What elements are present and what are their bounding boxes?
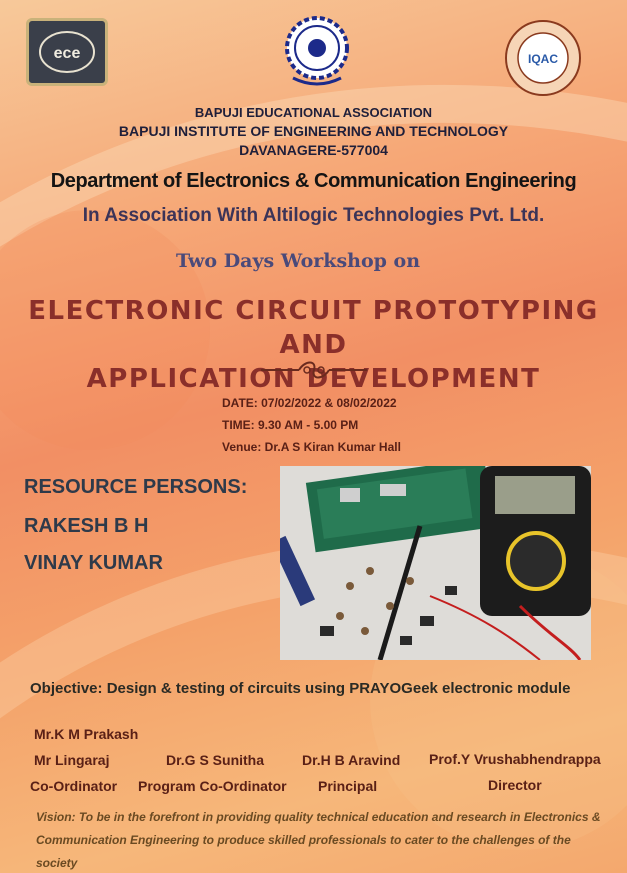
coordinator-name-1: Mr.K M Prakash — [34, 726, 139, 742]
department-name: Department of Electronics & Communication Engineering — [50, 170, 577, 192]
resource-person-1: RAKESH B H — [24, 515, 149, 537]
coordinator-role: Co-Ordinator — [30, 778, 118, 794]
ece-logo — [26, 18, 108, 86]
institute-vision: Vision: To be in the forefront in providing quality technical education and research in Electronics & Communication Engineering to produce skilled professionals to cater to the challenges of the society — [36, 810, 601, 870]
institute-name: BAPUJI INSTITUTE OF ENGINEERING AND TECHNOLOGY — [118, 123, 509, 139]
workshop-title-line1: ELECTRONIC CIRCUIT PROTOTYPING AND — [28, 296, 599, 360]
divider-ornament-icon — [259, 358, 369, 382]
bapuji-emblem — [281, 12, 353, 90]
workshop-objective: Objective: Design & testing of circuits using PRAYOGeek electronic module — [30, 680, 571, 697]
director-role: Director — [488, 777, 542, 793]
institute-city: DAVANAGERE-577004 — [239, 142, 388, 158]
resource-person-2: VINAY KUMAR — [24, 552, 163, 574]
circuit-board-multimeter-photo — [280, 466, 591, 660]
program-coordinator-role: Program Co-Ordinator — [138, 778, 287, 794]
iqac-seal — [503, 18, 583, 98]
coordinator-name-2: Mr Lingaraj — [34, 752, 110, 768]
resource-persons-heading: RESOURCE PERSONS: — [24, 476, 248, 498]
svg-text:ece: ece — [53, 45, 81, 62]
director-name: Prof.Y Vrushabhendrappa — [429, 751, 601, 767]
association-with: In Association With Altilogic Technologies Pvt. Ltd. — [82, 205, 545, 226]
principal-name: Dr.H B Aravind — [302, 752, 401, 768]
association-name: BAPUJI EDUCATIONAL ASSOCIATION — [194, 105, 433, 120]
workshop-time: TIME: 9.30 AM - 5.00 PM — [222, 418, 359, 432]
workshop-date: DATE: 07/02/2022 & 08/02/2022 — [222, 396, 397, 410]
svg-text:IQAC: IQAC — [528, 52, 558, 66]
workshop-kicker: Two Days Workshop on — [176, 250, 421, 272]
principal-role: Principal — [318, 778, 378, 794]
workshop-venue: Venue: Dr.A S Kiran Kumar Hall — [222, 440, 401, 454]
workshop-title-line2: APPLICATION DEVELOPMENT — [86, 364, 541, 394]
program-coordinator-name: Dr.G S Sunitha — [166, 752, 265, 768]
